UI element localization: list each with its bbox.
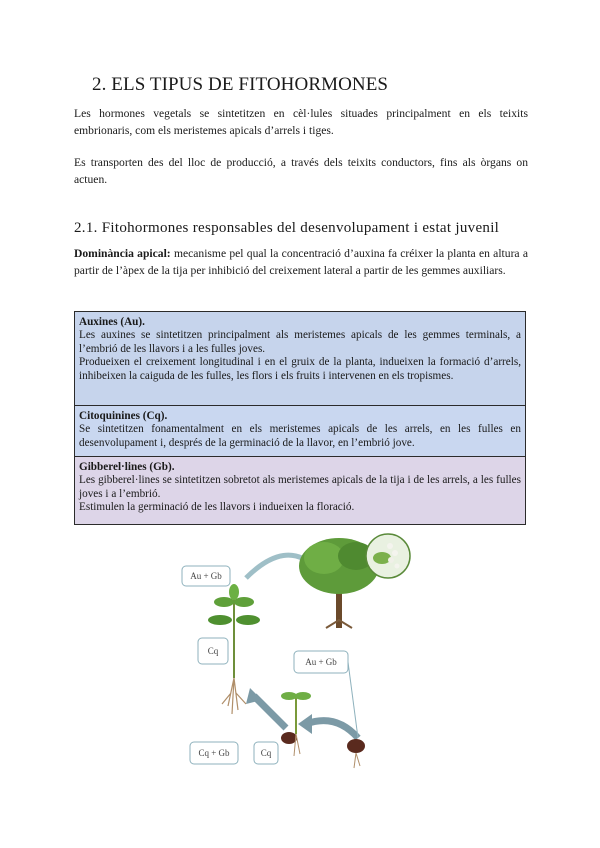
svg-text:Cq + Gb: Cq + Gb (198, 748, 230, 758)
apical-dominance-term: Dominància apical: (74, 247, 171, 260)
auxins-title: Auxines (Au). (79, 316, 145, 328)
label-cq-mid (198, 638, 228, 664)
arrow-bottom-right (306, 721, 358, 738)
auxins-text-1: Les auxines se sintetitzen principalment als meristemes apicals de les gemmes terminals, a l’embrió de les llavors i a les fulles joves. (79, 329, 521, 355)
label-au-gb-right (294, 651, 348, 673)
cytokinins-title: Citoquinines (Cq). (79, 410, 168, 422)
seed (347, 739, 365, 768)
subsection-heading: 2.1. Fitohormones responsables del desenvolupament i estat juvenil (74, 220, 500, 236)
section-heading: 2. ELS TIPUS DE FITOHORMONES (92, 74, 389, 95)
svg-text:Au + Gb: Au + Gb (190, 571, 222, 581)
intro-paragraph-2: Es transporten des del lloc de producció, a través dels teixits conductors, fins als òrgans on actuen. (74, 156, 528, 186)
gibberellins-box (74, 456, 526, 525)
arrow-bottom-right-head (298, 714, 312, 734)
plant-hormone-diagram (176, 528, 426, 773)
label-cq-gb-bottom (190, 742, 238, 764)
gibberellins-text-1: Les gibberel·lines se sintetitzen sobretot als meristemes apicals de la tija i de les arrels, a les fulles joves i a l’embrió. (79, 474, 521, 500)
flower-inset (366, 534, 410, 578)
gibberellins-title: Gibberel·lines (Gb). (79, 461, 175, 473)
auxins-box (74, 311, 526, 406)
apical-dominance-paragraph (74, 245, 528, 279)
svg-text:Au + Gb: Au + Gb (305, 657, 337, 667)
cytokinins-text-1: Se sintetitzen fonamentalment en els meristemes apicals de les arrels, en les fulles en desenvolupament i, després de la germinació de la llavor, en l’embrió jove. (79, 423, 521, 449)
svg-text:Cq: Cq (207, 646, 219, 656)
cytokinins-box (74, 405, 526, 457)
intro-paragraph-1: Les hormones vegetals se sintetitzen en cèl·lules situades principalment en els teixits embrionaris, com els meristemes apicals d’arrels i tiges. (74, 107, 528, 137)
label-cq-bottom (254, 742, 278, 764)
label-au-gb-top (182, 566, 230, 586)
apical-dominance-text: mecanisme pel qual la concentració d’auxina fa créixer la planta en altura a partir de l’àpex de la tija per inhibició del creixement lateral a partir de les gemmes auxiliars. (74, 247, 528, 277)
gibberellins-text-2: Estimulen la germinació de les llavors i indueixen la floració. (79, 501, 355, 514)
svg-text:Cq: Cq (260, 748, 272, 758)
auxins-text-2: Produeixen el creixement longitudinal i en el gruix de la planta, indueixen la formació d’arrels, inhibeixen la caiguda de les fulles, les flors i els fruits i intervenen en els tropismes. (79, 356, 521, 382)
